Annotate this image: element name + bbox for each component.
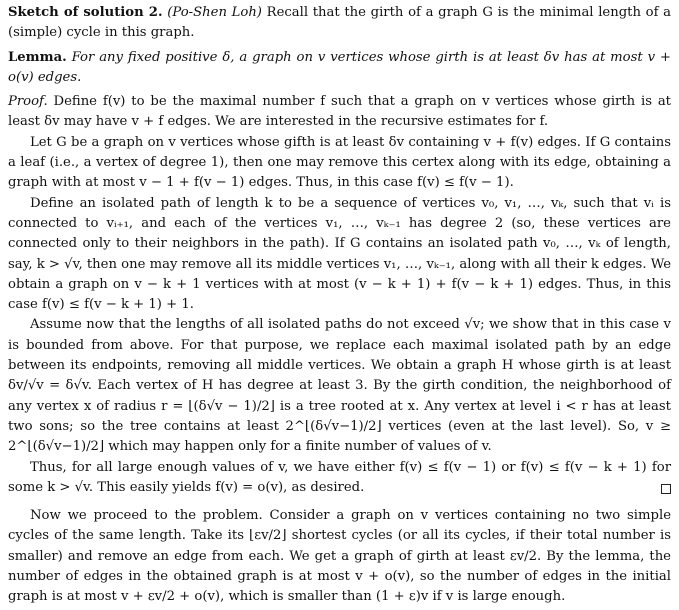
proof-paragraph-4: Assume now that the lengths of all isolated paths do not exceed √v; we show that in this case v is bounded from above. For that purpose, we replace each maximal isolated path by an edge between its endpoints, removing all middle vertices. We obtain a graph H whose girth is at least δv/√v = δ√v. Each vertex of H has degree at least 3. By the girth condition, the neighborhood of any vertex x of radius r = ⌊(δ√v − 1)/2⌋ is a tree rooted at x. Any vertex at level i < r has at least two sons; so the tree contains at least 2^⌊(δ√v−1)/2⌋ vertices (even at the last level). So, v ≥ 2^⌊(δ√v−1)/2⌋ which may happen only for a finite number of values of v. [8,317,671,455]
intro-text: Recall that the girth of a graph G is the minimal length of a (simple) cycle in this graph. [8,5,671,41]
lemma-statement: For any fixed positive δ, a graph on v vertices whose girth is at least δv has at most v + o(v) edges. [8,49,671,85]
conclusion-paragraph: Now we proceed to the problem. Consider a graph on v vertices containing no two simple cycles of the same length. Take its ⌊εv/2⌋ shortest cycles (or all its cycles, if their total number is smaller) and remove an edge from each. We get a graph of girth at least εv/2. By the lemma, the number of edges in the obtained graph is at most v + o(v), so the number of edges in the initial graph is at most v + εv/2 + o(v), which is smaller than (1 + ε)v if v is large enough. [8,508,671,605]
solution-title: Sketch of solution 2. [8,5,163,20]
proof-paragraph-1 [8,92,671,133]
proof-label: Proof. [8,94,48,110]
proof-paragraph-2: Let G be a graph on v vertices whose gifth is at least δv containing v + f(v) edges. If G contains a leaf (i.e., a vertex of degree 1), then one may remove this certex along with its edge, obtaining a graph with at most v − 1 + f(v − 1) edges. Thus, in this case f(v) ≤ f(v − 1). [8,134,671,191]
proof-text-1: Define f(v) to be the maximal number f such that a graph on v vertices whose girth is at least δv may have v + f edges. We are interested in the recursive estimates for f. [8,94,671,130]
proof-text-5: Thus, for all large enough values of v, we have either f(v) ≤ f(v − 1) or f(v) ≤ f(v − k + 1) for some k > √v. This easily yields f(v) = o(v), as desired. [8,459,671,495]
qed-square-icon [661,484,671,494]
lemma-paragraph [8,48,671,89]
proof-paragraph-3: Define an isolated path of length k to be a sequence of vertices v₀, v₁, …, vₖ, such that vᵢ is connected to vᵢ₊₁, and each of the vertices v₁, …, vₖ₋₁ has degree 2 (so, these vertices are connected only to their neighbors in the path). If G contains an isolated path v₀, …, vₖ of length, say, k > √v, then one may remove all its middle vertices v₁, …, vₖ₋₁, along with all their k edges. We obtain a graph on v − k + 1 vertices with at most (v − k + 1) + f(v − k + 1) edges. Thus, in this case f(v) ≤ f(v − k + 1) + 1. [8,195,671,313]
lemma-label: Lemma. [8,49,67,65]
solution-intro-paragraph [8,3,671,44]
proof-paragraph-5 [8,458,671,499]
author-attribution: (Po-Shen Loh) [167,5,262,20]
